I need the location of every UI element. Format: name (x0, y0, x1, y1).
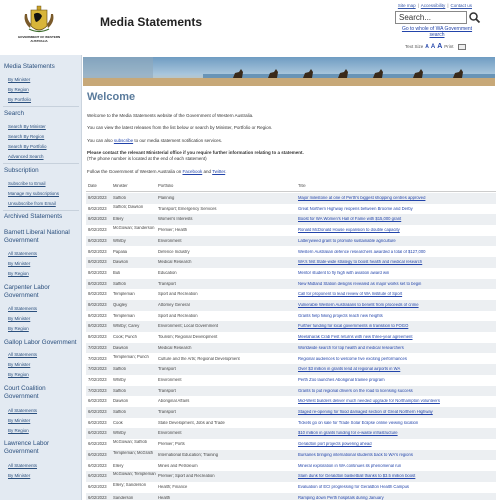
row-date: 8/02/2023 (88, 228, 107, 233)
row-date: 8/02/2023 (88, 217, 107, 222)
archive-carpenter-all-statements[interactable]: All Statements (8, 306, 38, 311)
row-minister: Templeman (113, 313, 135, 318)
contact-notice: Please contact the relevant Ministerial office if you require further information relating to a statement. (87, 150, 304, 155)
statement-title-link[interactable]: Regional audiences to welcome five exciting performances (298, 356, 407, 361)
archive-carpenter-by-region[interactable]: By Region (8, 326, 29, 331)
follow-text-pre: Follow the Government of Western Australia on (87, 169, 183, 174)
statement-title-link[interactable]: Mid-West builders deliver much needed upgrade for Northampton volunteers (298, 399, 440, 404)
sidebar-item-advanced-search[interactable]: Advanced Search (8, 154, 44, 159)
table-row (86, 300, 496, 311)
statement-title-link[interactable]: Bursaries bringing international students back to WA's regions (298, 452, 413, 457)
row-minister: Whitby (113, 431, 126, 436)
accessibility-link[interactable]: Accessibility (420, 3, 446, 8)
row-portfolio: Education (158, 270, 177, 275)
statement-title-link[interactable]: Worldwide search for top health and medical researchers (298, 345, 404, 350)
table-row (86, 418, 496, 429)
row-portfolio: Women's Interests (158, 217, 193, 222)
row-portfolio: Premier; Health (158, 228, 188, 233)
sidebar-divider (3, 106, 79, 107)
facebook-link[interactable]: Facebook (182, 169, 203, 174)
archive-gallop-by-region[interactable]: By Region (8, 372, 29, 377)
archive-lawrence-by-minister[interactable]: By Minister (8, 473, 31, 478)
row-date: 8/02/2023 (88, 281, 107, 286)
table-row (86, 321, 496, 332)
subscribe-text (87, 138, 222, 143)
row-portfolio: Attorney General (158, 303, 190, 307)
row-portfolio: Planning (158, 196, 175, 200)
row-portfolio: Health (158, 495, 171, 500)
table-row (86, 364, 496, 375)
row-minister: Buti (113, 270, 121, 275)
archive-barnett-by-region[interactable]: By Region (8, 271, 29, 276)
printer-icon[interactable] (458, 44, 466, 50)
row-minister: Dawson (113, 399, 129, 404)
text-size-medium-button[interactable]: A (430, 43, 436, 50)
column-header-date[interactable]: Date (88, 184, 97, 188)
twitter-link[interactable]: Twitter (212, 169, 226, 174)
statement-title-link[interactable]: $10 million in grants funding for e-waste infrastructure (298, 431, 398, 436)
row-date: 6/02/2023 (88, 463, 107, 468)
sidebar-item-unsubscribe-email[interactable]: Unsubscribe from Email (8, 201, 56, 206)
table-row (86, 375, 496, 386)
archive-heading-court[interactable]: Court Coalition Government (4, 385, 46, 400)
table-row (86, 257, 496, 268)
row-date: 8/02/2023 (88, 335, 107, 340)
row-date: 8/02/2023 (88, 313, 107, 318)
archive-heading-gallop[interactable]: Gallop Labor Government (4, 339, 77, 346)
row-minister: Whitby (113, 377, 126, 382)
subscribe-text-post: to our media statement notification services. (133, 138, 223, 143)
table-row (86, 471, 496, 482)
sidebar-item-subscribe-email[interactable]: Subscribe to Email (8, 181, 46, 186)
row-portfolio: Environment (158, 377, 182, 382)
row-date: 7/02/2023 (88, 356, 107, 361)
row-portfolio: Aboriginal Affairs (158, 399, 190, 404)
statement-title-link[interactable]: WA's first State-wide strategy to boost health and medical research (298, 260, 423, 265)
row-portfolio: Culture and the Arts; Regional Development (158, 356, 240, 361)
row-minister: Ellery; Sanderson (113, 482, 147, 487)
sidebar-item-search-by-region[interactable]: Search By Region (8, 134, 45, 139)
row-minister: Saffioti (113, 281, 126, 286)
table-row (86, 311, 496, 322)
row-date: 7/02/2023 (88, 367, 107, 372)
archive-gallop-by-minister[interactable]: By Minister (8, 362, 31, 367)
statement-title-link[interactable]: Meelaharak Crab Fest returns with new three-year agreement (298, 335, 413, 340)
row-minister: Cook; Punch (113, 335, 137, 340)
archive-heading-barnett[interactable]: Barnett Liberal National Government (4, 229, 70, 244)
table-row (86, 354, 496, 365)
row-minister: McGowan; Templeman (113, 472, 156, 477)
main-content (87, 91, 497, 174)
row-portfolio: Medical Research (158, 345, 192, 350)
sidebar-item-search-by-portfolio[interactable]: Search By Portfolio (8, 144, 47, 149)
row-minister: Quigley (113, 303, 128, 307)
statement-title-link[interactable]: Ramping down Perth hospitals during January (298, 495, 384, 500)
row-date: 6/02/2023 (88, 484, 107, 489)
intro-text: Welcome to the Media Statements website of the Government of Western Australia. (87, 113, 254, 118)
table-row (86, 407, 496, 418)
archive-gallop-all-statements[interactable]: All Statements (8, 352, 38, 357)
row-date: 6/02/2023 (88, 399, 107, 404)
sidebar-item-search-by-minister[interactable]: Search By Minister (8, 124, 46, 129)
row-portfolio: Transport (158, 367, 176, 372)
row-minister: Whitby (113, 238, 126, 243)
row-minister: Ellery (113, 463, 124, 468)
row-date: 6/02/2023 (88, 452, 107, 457)
wa-government-search-link[interactable]: Go to whole of WA Government search (401, 26, 473, 38)
row-portfolio: Medical Research (158, 260, 192, 265)
row-date: 8/02/2023 (88, 196, 107, 200)
statement-title-link[interactable]: Latteryweed grant to promote sustainable agriculture (298, 238, 396, 243)
row-minister: Dawson (113, 260, 129, 265)
statement-title-link[interactable]: Major milestone at one of Perth's biggest shopping centres approved (298, 196, 426, 200)
page-title: Media Statements (100, 15, 203, 29)
statement-title-link[interactable]: Tickets go on sale for Trade Solar Eclipse online viewing location (298, 420, 419, 425)
site-map-link[interactable]: Site map (397, 3, 416, 8)
statement-title-link[interactable]: Mineral exploration in WA continues its phenomenal run (298, 463, 402, 468)
link-separator: | (447, 3, 449, 8)
row-date: 7/02/2023 (88, 388, 107, 393)
table-row (86, 214, 496, 225)
statement-title-link[interactable]: Geraldton port projects powering ahead (298, 442, 372, 447)
archive-heading-carpenter[interactable]: Carpenter Labor Government (4, 284, 50, 299)
row-date: 8/02/2023 (88, 303, 107, 307)
row-date: 6/02/2023 (88, 474, 107, 479)
table-row (86, 450, 496, 461)
follow-text-end: . (225, 169, 227, 174)
archive-barnett-all-statements[interactable]: All Statements (8, 251, 38, 256)
sidebar-heading-media-statements[interactable]: Media Statements (4, 63, 55, 70)
row-date: 7/02/2023 (88, 377, 107, 382)
table-row (86, 193, 496, 204)
table-row (86, 386, 496, 397)
row-minister: Whitby; Carey (113, 324, 140, 329)
row-portfolio: Environment (158, 431, 182, 436)
row-date: 8/02/2023 (88, 292, 107, 297)
table-row (86, 396, 496, 407)
table-row (86, 332, 496, 343)
archive-court-by-minister[interactable]: By Minister (8, 418, 31, 423)
statement-title-link[interactable]: Ronald McDonald House expansion to double capacity (298, 228, 400, 233)
archive-court-all-statements[interactable]: All Statements (8, 408, 38, 413)
link-separator: | (417, 3, 419, 8)
welcome-heading: Welcome (87, 91, 136, 103)
statement-title-link[interactable]: Evaluation of ECI progressing for Geraldton Health Campus (298, 484, 410, 489)
follow-text (87, 169, 226, 174)
archive-barnett-by-minister[interactable]: By Minister (8, 261, 31, 266)
archive-court-by-region[interactable]: By Region (8, 428, 29, 433)
row-minister: Saffioti (113, 410, 126, 414)
table-row (86, 439, 496, 450)
column-header-minister[interactable]: Minister (113, 184, 128, 188)
row-portfolio: Premier; Sport and Recreation (158, 474, 215, 479)
sidebar-item-manage-subscriptions[interactable]: Manage my subscriptions (8, 191, 60, 196)
statement-title-link[interactable]: Mentor student to fly high with aviation award win (298, 270, 390, 275)
table-header-row (86, 181, 496, 192)
column-header-portfolio[interactable]: Portfolio (158, 184, 174, 188)
table-row (86, 482, 496, 493)
row-date: 6/02/2023 (88, 442, 107, 447)
row-date: 6/02/2023 (88, 495, 107, 500)
statement-title-link[interactable]: Further funding for local governments in transition to FOGO (298, 324, 409, 329)
utility-links (398, 3, 472, 8)
archive-heading-lawrence[interactable]: Lawrence Labor Government (4, 440, 50, 455)
row-portfolio: Mines and Petroleum (158, 463, 198, 468)
row-minister: McGowan; Sanderson (113, 226, 155, 231)
row-minister: Templeman (113, 292, 135, 297)
table-row (86, 493, 496, 500)
row-portfolio: Tourism; Regional Development (158, 335, 218, 340)
sidebar (0, 55, 82, 500)
row-portfolio: Sport and Recreation (158, 292, 198, 297)
statement-title-link[interactable]: Grants help hiking projects reach new heights (298, 313, 383, 318)
row-date: 8/02/2023 (88, 324, 107, 329)
row-portfolio: International Education; Training (158, 452, 219, 457)
text-size-controls (405, 43, 466, 50)
row-date: 7/02/2023 (88, 345, 107, 350)
row-minister: Cook (113, 420, 123, 425)
row-date: 8/02/2023 (88, 238, 107, 243)
text-size-large-button[interactable]: A (437, 43, 443, 50)
statement-title-link[interactable]: Staged re-opening for flood damaged section of Great Northern Highway (298, 410, 433, 414)
row-minister: Templeman; Punch (113, 354, 149, 359)
table-row (86, 461, 496, 472)
row-minister: Saffioti (113, 196, 126, 200)
row-minister: Saffioti; Dawson (113, 204, 144, 209)
table-row (86, 225, 496, 236)
page-header (0, 0, 500, 55)
statement-title-link[interactable]: Vulnerable Western Australians to benefit from proceeds of crime (298, 303, 419, 307)
table-row (86, 289, 496, 300)
row-portfolio: Premier; Ports (158, 442, 185, 447)
statement-title-link[interactable]: Call for proponent to lead review of WA Institute of Sport (298, 292, 403, 297)
follow-text-and: and (202, 169, 213, 174)
crest-caption: GOVERNMENT OF WESTERN AUSTRALIA (17, 35, 61, 43)
statement-title-link[interactable]: Great Northern Highway reopens between Broome and Derby (298, 206, 413, 211)
row-portfolio: Environment; Local Government (158, 324, 219, 329)
row-minister: McGowan; Saffioti (113, 440, 147, 445)
statement-title-link[interactable]: Over $3 million in grants lend at regional airports in WA (298, 367, 401, 372)
statement-title-link[interactable]: Slam dunk for Geraldton basketball thanks to $3.5 million boost (298, 474, 416, 479)
row-minister: Ellery (113, 217, 124, 222)
sidebar-item-by-region[interactable]: By Region (8, 87, 29, 92)
intro-text: You can view the latest releases from the list below or search by Minister, Portfolio or Region. (87, 125, 273, 130)
subscribe-link[interactable]: subscribe (113, 138, 134, 143)
sidebar-heading-search[interactable]: Search (4, 110, 24, 117)
contact-note: (The phone number is located at the end of each statement) (87, 156, 207, 161)
statement-title-link[interactable]: Grants to put regional drivers on the road to licensing success (298, 388, 413, 393)
print-label[interactable]: Print (444, 44, 454, 49)
row-portfolio: Transport (158, 410, 176, 414)
table-row (86, 236, 496, 247)
row-minister: Papalia (113, 249, 127, 254)
search-icon (468, 11, 481, 24)
sidebar-divider (3, 210, 79, 211)
text-size-label: Text Size (405, 44, 424, 49)
sidebar-item-by-minister[interactable]: By Minister (8, 77, 31, 82)
row-portfolio: Transport (158, 281, 176, 286)
header-banner-image (83, 57, 495, 86)
statement-title-link[interactable]: New Midland Station designs revealed as major works set to begin (298, 281, 422, 286)
row-portfolio: Health; Finance (158, 484, 188, 489)
row-portfolio: Transport (158, 388, 176, 393)
table-row (86, 279, 496, 290)
row-portfolio: Defence Industry (158, 249, 190, 254)
search-input[interactable]: Search... (395, 11, 467, 24)
search-button[interactable] (468, 11, 481, 24)
row-minister: Templeman; McGrath (113, 450, 154, 455)
sidebar-item-by-portfolio[interactable]: By Portfolio (8, 97, 32, 102)
subscribe-text-pre: You can also (87, 138, 114, 143)
column-header-title[interactable]: Title (298, 184, 306, 188)
row-date: 6/02/2023 (88, 410, 107, 414)
row-portfolio: Environment (158, 238, 182, 243)
row-minister: Saffioti (113, 367, 126, 372)
row-portfolio: Sport and Recreation (158, 313, 198, 318)
contact-us-link[interactable]: Contact us (450, 3, 472, 8)
row-date: 8/02/2023 (88, 270, 107, 275)
table-row (86, 343, 496, 354)
table-row (86, 428, 496, 439)
row-date: 6/02/2023 (88, 431, 107, 436)
row-minister: Sanderson (113, 495, 134, 500)
text-size-small-button[interactable]: A (425, 43, 429, 50)
row-minister: Saffioti (113, 388, 126, 393)
row-portfolio: State Development, Jobs and Trade (158, 420, 225, 425)
table-row (86, 268, 496, 279)
statement-title-link[interactable]: Perth Zoo launches Aboriginal trainee program (298, 377, 385, 382)
row-date: 8/02/2023 (88, 260, 107, 265)
row-portfolio: Transport; Emergency Services (158, 206, 217, 211)
archive-carpenter-by-minister[interactable]: By Minister (8, 316, 31, 321)
table-row (86, 247, 496, 258)
sidebar-heading-archived[interactable]: Archived Statements (4, 213, 63, 220)
sidebar-divider (3, 163, 79, 164)
archive-lawrence-all-statements[interactable]: All Statements (8, 463, 38, 468)
row-date: 8/02/2023 (88, 206, 107, 211)
row-date: 6/02/2023 (88, 420, 107, 425)
statement-title-link[interactable]: Western Australian defence researchers awarded a total of $127,000 (298, 249, 426, 254)
row-date: 8/02/2023 (88, 249, 107, 254)
statement-title-link[interactable]: Boost for WA Women's Hall of Fame with $15,000 grant (298, 217, 402, 222)
sidebar-heading-subscription[interactable]: Subscription (4, 167, 39, 174)
table-row (86, 204, 496, 215)
row-minister: Dawson (113, 345, 129, 350)
